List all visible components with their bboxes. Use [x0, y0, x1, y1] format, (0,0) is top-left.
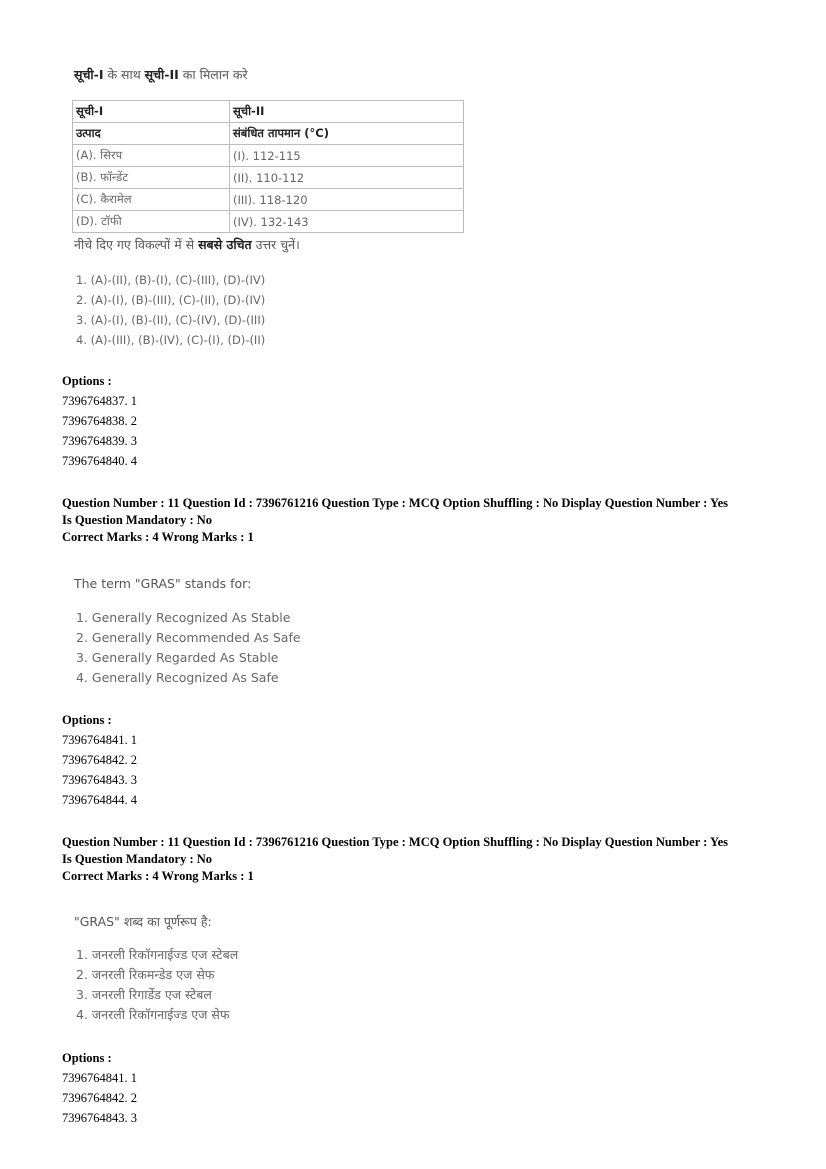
match-table [72, 100, 464, 233]
list-item: 3. (A)-(I), (B)-(II), (C)-(IV), (D)-(III) [76, 313, 266, 327]
table-row [73, 189, 464, 211]
options-label: Options : [62, 374, 112, 388]
table-header-list1: सूची-I [73, 101, 230, 123]
marks-line: Correct Marks : 4 Wrong Marks : 1 [62, 530, 254, 544]
table-cell: (I). 112-115 [230, 145, 464, 167]
list-item: 4. (A)-(III), (B)-(IV), (C)-(I), (D)-(II) [76, 333, 266, 347]
table-cell: (C). कैरामेल [73, 189, 230, 211]
list-item: 1. (A)-(II), (B)-(I), (C)-(III), (D)-(IV) [76, 273, 266, 287]
q11-en-question: The term "GRAS" stands for: [74, 576, 252, 591]
options-label: Options : [62, 713, 112, 727]
q10-choice-list [76, 270, 265, 350]
option-row: 7396764841. 1 [62, 733, 137, 747]
options-label: Options : [62, 1051, 112, 1065]
table-subheader-row [73, 123, 464, 145]
question-mandatory-line: Is Question Mandatory : No [62, 852, 213, 866]
option-row: 7396764842. 2 [62, 1091, 137, 1105]
table-cell: (D). टॉफी [73, 211, 230, 233]
list-item: 1. जनरली रिकॉगनाईज्ड एज स्टेबल [76, 947, 239, 962]
q11-en-options [62, 730, 137, 810]
table-subheader-temperature: संबंधित तापमान (°C) [230, 123, 464, 145]
table-header-list2: सूची-II [230, 101, 464, 123]
question-meta-line: Question Number : 11 Question Id : 7396761216 Question Type : MCQ Option Shuffling : No Display Question Number : Yes [62, 496, 729, 510]
table-cell: (B). फॉन्डेंट [73, 167, 230, 189]
list-item: 4. जनरली रिकॉगनाईज्ड एज सेफ [76, 1007, 230, 1022]
table-row [73, 167, 464, 189]
option-row: 7396764837. 1 [62, 394, 137, 408]
q11-hi-question: "GRAS" शब्द का पूर्णरूप है: [74, 914, 212, 929]
list-item: 2. (A)-(I), (B)-(III), (C)-(II), (D)-(IV) [76, 293, 266, 307]
q11-hi-options [62, 1068, 137, 1128]
list-item: 3. जनरली रिगार्डेड एज स्टेबल [76, 987, 212, 1002]
option-row: 7396764838. 2 [62, 414, 137, 428]
option-row: 7396764841. 1 [62, 1071, 137, 1085]
table-cell: (IV). 132-143 [230, 211, 464, 233]
table-cell: (III). 118-120 [230, 189, 464, 211]
q11-en-choice-list [76, 608, 301, 688]
table-cell: (A). सिरप [73, 145, 230, 167]
q10-instruction: नीचे दिए गए विकल्पों में से सबसे उचित उत्तर चुनें। [74, 237, 300, 252]
table-row [73, 211, 464, 233]
table-row [73, 145, 464, 167]
marks-line: Correct Marks : 4 Wrong Marks : 1 [62, 869, 254, 883]
list-item: 2. जनरली रिकमन्डेड एज सेफ [76, 967, 215, 982]
q10-prompt: सूची-I के साथ सूची-II का मिलान करे [74, 67, 248, 82]
list-item: 4. Generally Recognized As Safe [76, 670, 279, 685]
option-row: 7396764843. 3 [62, 1111, 137, 1125]
question-mandatory-line: Is Question Mandatory : No [62, 513, 213, 527]
list-item: 2. Generally Recommended As Safe [76, 630, 301, 645]
question-meta-line: Question Number : 11 Question Id : 7396761216 Question Type : MCQ Option Shuffling : No Display Question Number : Yes [62, 835, 729, 849]
q11-hi-choice-list [76, 945, 238, 1025]
option-row: 7396764843. 3 [62, 773, 137, 787]
table-header-row [73, 101, 464, 123]
table-subheader-product: उत्पाद [73, 123, 230, 145]
q11-en-meta [62, 495, 802, 546]
option-row: 7396764842. 2 [62, 753, 137, 767]
list-item: 3. Generally Regarded As Stable [76, 650, 279, 665]
option-row: 7396764840. 4 [62, 454, 137, 468]
table-cell: (II). 110-112 [230, 167, 464, 189]
q11-hi-meta [62, 834, 802, 885]
option-row: 7396764844. 4 [62, 793, 137, 807]
q10-options [62, 391, 137, 471]
list-item: 1. Generally Recognized As Stable [76, 610, 291, 625]
option-row: 7396764839. 3 [62, 434, 137, 448]
